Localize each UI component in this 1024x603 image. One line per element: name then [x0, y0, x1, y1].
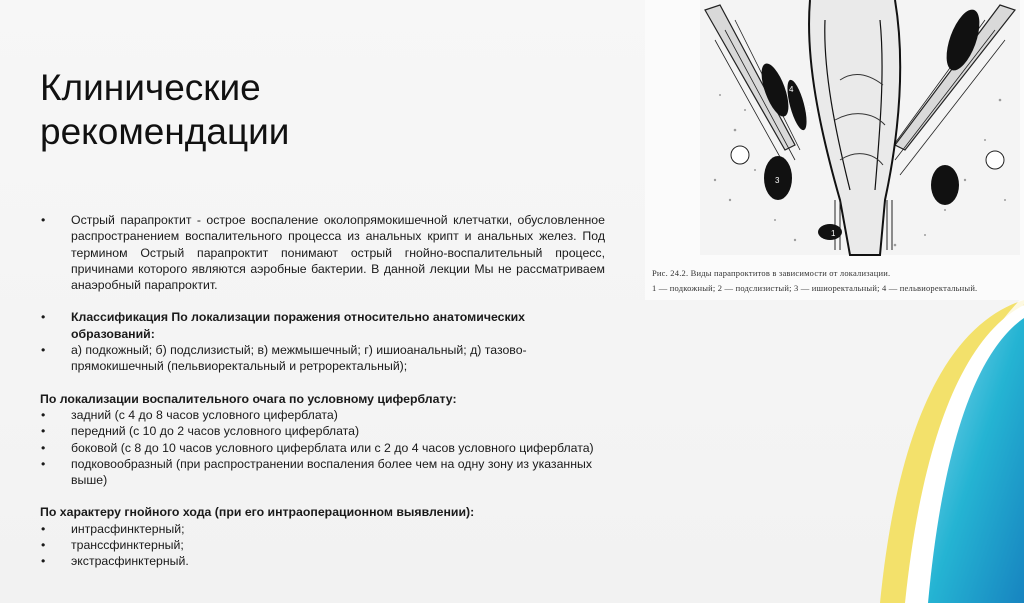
- list-item: [40, 537, 605, 553]
- bullet: •: [41, 440, 46, 455]
- classification-text: а) подкожный; б) подслизистый; в) межмышечный; г) ишиоанальный; д) тазово-прямокишечный (пельвиоректальный и ретроректальный);: [71, 343, 527, 374]
- figure-label-2: 2: [807, 105, 812, 114]
- classification-item: [40, 342, 605, 375]
- bullet: •: [41, 521, 46, 536]
- classification-heading-item: [40, 309, 605, 342]
- bullet: •: [41, 554, 46, 569]
- fistula-item-trans: транссфинктерный;: [71, 538, 184, 553]
- content-body: [40, 212, 605, 570]
- fistula-heading: По характеру гнойного хода (при его интраоперационном выявлении):: [40, 505, 475, 520]
- dial-item-lateral: боковой (с 8 до 10 часов условного циферблата или с 2 до 4 часов условного циферблата): [71, 440, 594, 455]
- figure-label-3: 3: [775, 176, 780, 185]
- dial-item-anterior: передний (с 10 до 2 часов условного циферблата): [71, 424, 360, 439]
- list-item: [40, 440, 605, 456]
- list-item: [40, 407, 605, 423]
- bullet: •: [41, 213, 46, 227]
- figure-label-4: 4: [789, 85, 794, 94]
- list-item: [40, 521, 605, 537]
- title-line-1: Клинические: [40, 67, 261, 108]
- page-title: [40, 66, 289, 154]
- list-item: [40, 456, 605, 489]
- bullet: •: [41, 407, 46, 422]
- list-item: [40, 553, 605, 569]
- bullet: •: [41, 310, 46, 325]
- figure-caption-legend: 1 — подкожный; 2 — подслизистый; 3 — ишиоректальный; 4 — пельвиоректальный.: [652, 283, 978, 293]
- anatomy-figure: [645, 0, 1024, 300]
- dial-item-horseshoe: подковообразный (при распространении воспаления более чем на одну зону из указанных выше): [71, 456, 592, 488]
- figure-label-1: 1: [831, 229, 836, 238]
- fistula-item-intra: интрасфинктерный;: [71, 521, 185, 536]
- definition-item: [40, 212, 605, 293]
- bullet: •: [41, 343, 46, 358]
- definition-text: Острый парапроктит - острое воспаление околопрямокишечной клетчатки, обусловленное распространением воспалительного процесса из анальных крипт и анальных желез. Под термином Острый парапроктит понимают острый гнойно-воспалительный процесс, причинами которого являются аэробные бактерии. В данной лекции Мы не рассматриваем анаэробный парапроктит.: [71, 213, 605, 293]
- fistula-item-extra: экстрасфинктерный.: [71, 554, 189, 569]
- anatomy-illustration: [645, 0, 1024, 265]
- title-line-2: рекомендации: [40, 111, 290, 152]
- dial-heading: По локализации воспалительного очага по условному циферблату:: [40, 391, 457, 406]
- bullet: •: [41, 424, 46, 439]
- bullet: •: [41, 538, 46, 553]
- classification-heading: Классификация По локализации поражения относительно анатомических образований:: [71, 310, 526, 341]
- list-item: [40, 423, 605, 439]
- figure-caption-title: Рис. 24.2. Виды парапроктитов в зависимости от локализации.: [652, 268, 891, 278]
- dial-item-posterior: задний (с 4 до 8 часов условного циферблата): [71, 407, 338, 422]
- bullet: •: [41, 456, 46, 471]
